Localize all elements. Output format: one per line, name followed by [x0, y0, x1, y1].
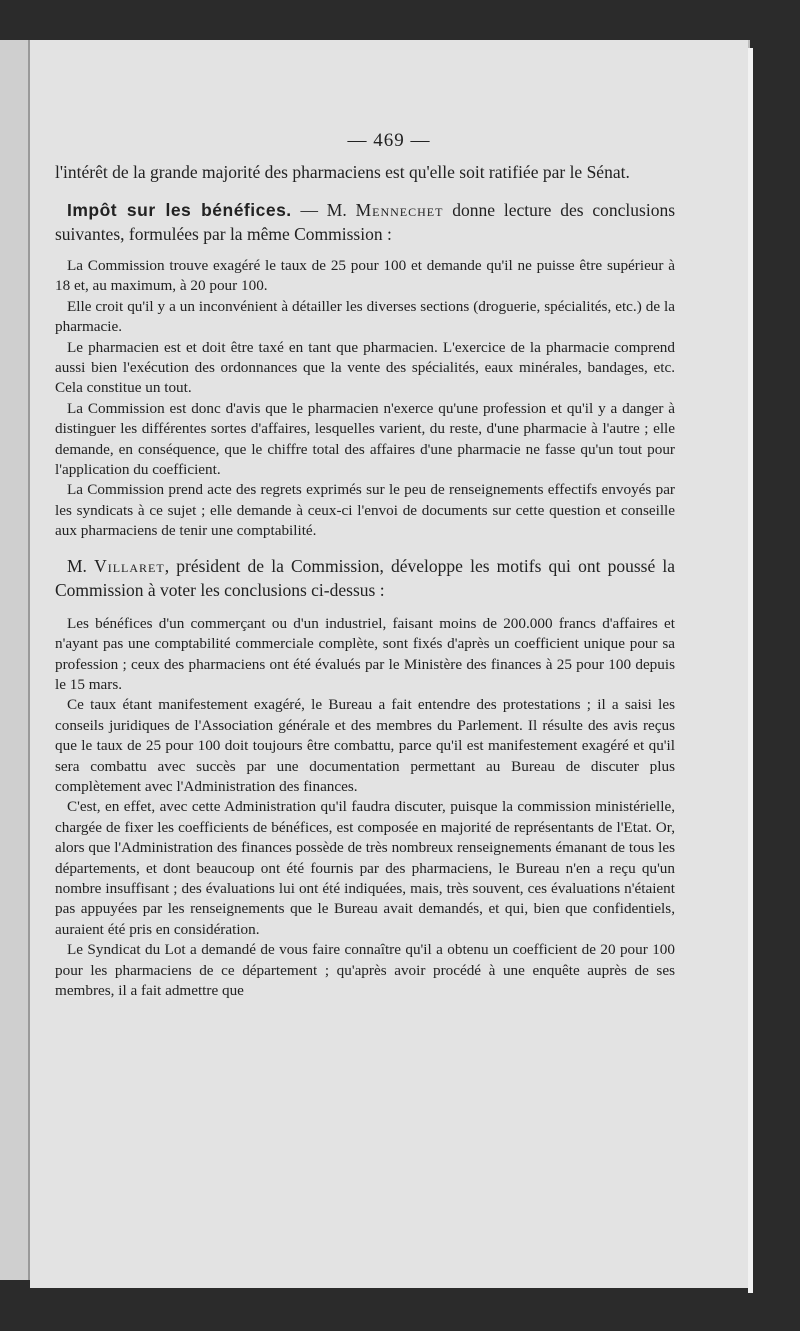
commission-conclusions [55, 256, 675, 542]
conclusion-paragraph: La Commission prend acte des regrets exprimés sur le peu de renseignements effectifs envoyés par les syndicats à ce sujet ; elle demande à ceux-ci l'envoi de documents sur cette question et conseille aux pharmaciens de tenir une comptabilité. [55, 481, 675, 540]
villaret-name: Villaret [94, 555, 165, 576]
conclusion-paragraph: Elle croit qu'il y a un inconvénient à détailler les diverses sections (droguerie, spécialités, etc.) de la pharmacie. [55, 297, 675, 336]
section-impot-intro [55, 198, 675, 246]
conclusion-paragraph: Le pharmacien est et doit être taxé en tant que pharmacien. L'exercice de la pharmacie comprend aussi bien l'exécution des ordonnances que la vente des spécialités, eaux minérales, bandages, etc. Cela constitue un tout. [55, 338, 675, 397]
speech-paragraph: Le Syndicat du Lot a demandé de vous faire connaître qu'il a obtenu un coefficient de 20 pour 100 pour les pharmaciens de ce département ; qu'après avoir procédé à une enquête auprès de ses membres, il a fait admettre que [55, 941, 675, 999]
intro-paragraph: l'intérêt de la grande majorité des pharmaciens est qu'elle soit ratifiée par le Sénat. [55, 162, 630, 182]
conclusion-paragraph: La Commission est donc d'avis que le pharmacien n'exerce qu'une profession et qu'il y a danger à distinguer les différentes sortes d'affaires, lesquelles varient, du reste, d'une pharmacie à l'autre ; elle demande, en conséquence, que le chiffre total des affaires d'une pharmacie ne fasse qu'un tout pour l'application du coefficient. [55, 399, 675, 479]
page-content [55, 160, 675, 1001]
page-right-edge [748, 48, 753, 1293]
villaret-suffix: , président de la Commission, développe les motifs qui ont poussé la Commission à voter les conclusions ci-dessus : [55, 555, 675, 600]
speech-paragraph: Les bénéfices d'un commerçant ou d'un industriel, faisant moins de 200.000 francs d'affaires et n'ayant pas une comptabilité commerciale complète, sont fixés d'après un coefficient unique pour sa profession ; ceux des pharmaciens ont été évalués par le Ministère des finances à 25 pour 100 depuis le 15 mars. [55, 614, 675, 693]
book-page [30, 40, 748, 1288]
page-number: — 469 — [347, 130, 431, 151]
speech-paragraph: C'est, en effet, avec cette Administration qu'il faudra discuter, puisque la commission ministérielle, chargée de fixer les coefficients de bénéfices, est composée en majorité de représentants de l'Etat. Or, alors que l'Administration des finances possède de très nombreux renseignements émanant de tous les départements, et dont beaucoup ont été fournis par des pharmaciens, le Bureau n'en a reçu qu'un nombre insuffisant ; des évaluations lui ont été indiquées, mais, très souvent, ces évaluations n'étaient pas appuyées par les renseignements que le Bureau avait demandés, et qui, bien que confidentiels, auraient été pris en considération. [55, 798, 675, 938]
villaret-speech [55, 614, 675, 1002]
speaker-suffix: donne lecture des conclusions suivantes, formulées par la même Commission : [55, 200, 676, 244]
speaker-prefix: — M. [291, 200, 356, 220]
speech-paragraph: Ce taux étant manifestement exagéré, le Bureau a fait entendre des protestations ; il a saisi les conseils juridiques de l'Association générale et des membres du Parlement. Il résulte des avis reçus que le taux de 25 pour 100 doit toujours être combattu, parce qu'il est manifestement exagéré et qu'il sera combattu avec succès par une documentation permettant au Bureau de discuter plus complètement avec l'Administration des finances. [55, 696, 675, 795]
speaker-name: Mennechet [355, 200, 444, 220]
section-heading: Impôt sur les bénéfices. [67, 200, 292, 220]
villaret-intro [55, 554, 675, 602]
villaret-prefix: M. [67, 555, 95, 576]
facing-page-edge [0, 40, 30, 1280]
conclusion-paragraph: La Commission trouve exagéré le taux de 25 pour 100 et demande qu'il ne puisse être supérieur à 18 et, au maximum, à 20 pour 100. [55, 257, 675, 295]
